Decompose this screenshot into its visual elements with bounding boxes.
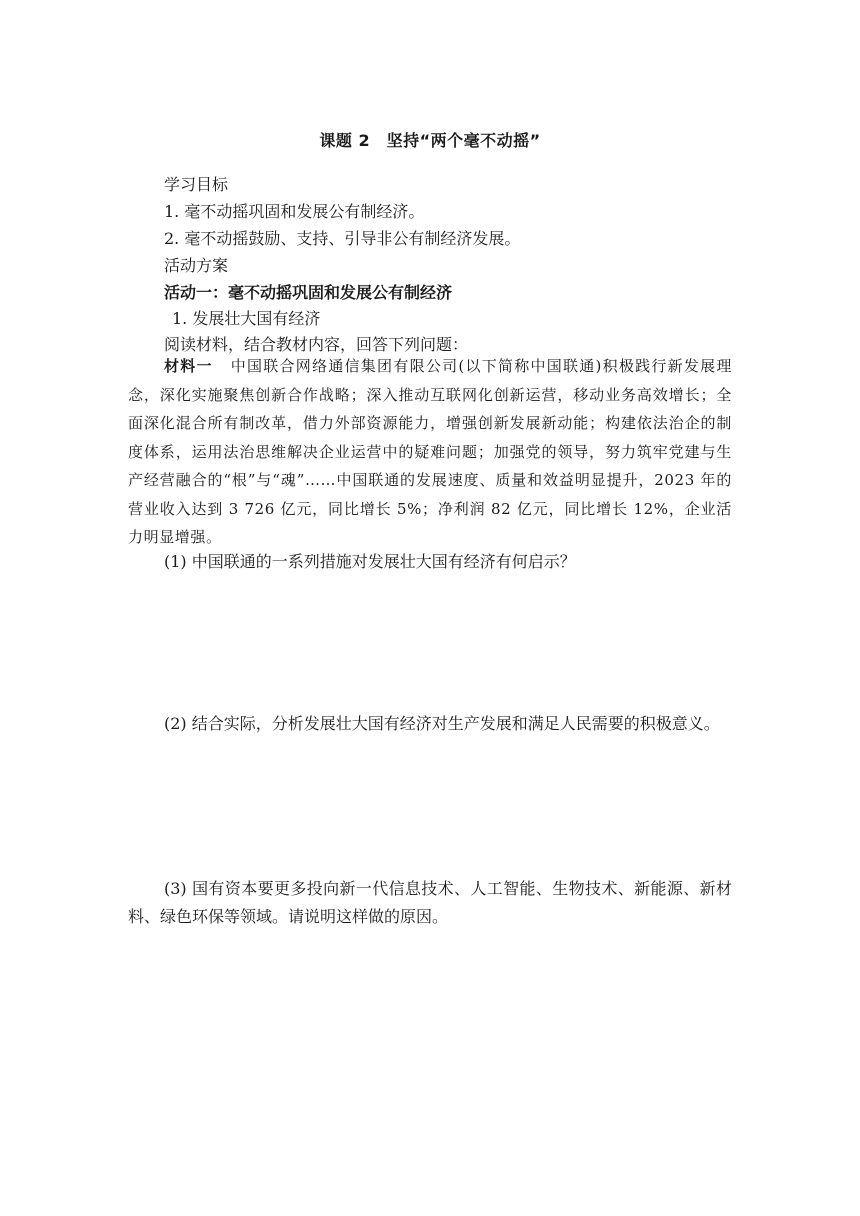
material-1 <box>128 352 732 552</box>
material-1-text: 中国联合网络通信集团有限公司(以下简称中国联通)积极践行新发展理念，深化实施聚焦创新合作战略；深入推动互联网化创新运营，移动业务高效增长；全面深化混合所有制改革，借力外部资源能力，增强创新发展新动能；构建依法治企的制度体系，运用法治思维解决企业运营中的疑难问题；加强党的领导，努力筑牢党建与生产经营融合的“根”与“魂”……中国联通的发展速度、质量和效益明显提升，2023 年的营业收入达到 3 726 亿元，同比增长 5%；净利润 82 亿元，同比增长 12%，企业活力明显增强。 <box>128 357 732 546</box>
activity-1-heading: 活动一：毫不动摇巩固和发展公有制经济 <box>164 283 453 302</box>
plan-heading: 活动方案 <box>164 256 229 275</box>
section-1-heading: 1. 发展壮大国有经济 <box>172 309 321 328</box>
goal-item-1: 1. 毫不动摇巩固和发展公有制经济。 <box>164 202 425 221</box>
goal-item-2: 2. 毫不动摇鼓励、支持、引导非公有制经济发展。 <box>164 229 521 248</box>
lesson-title: 课题 2 坚持“两个毫不动摇” <box>319 131 541 150</box>
question-1: (1) 中国联通的一系列措施对发展壮大国有经济有何启示？ <box>164 552 576 571</box>
goals-heading: 学习目标 <box>164 175 229 194</box>
question-3: (3) 国有资本要更多投向新一代信息技术、人工智能、生物技术、新能源、新材料、绿色环保等领域。请说明这样做的原因。 <box>128 879 732 926</box>
reading-instruction: 阅读材料，结合教材内容，回答下列问题： <box>164 335 469 354</box>
material-1-label: 材料一 <box>164 357 213 375</box>
question-2: (2) 结合实际，分析发展壮大国有经济对生产发展和满足人民需要的积极意义。 <box>164 714 720 733</box>
